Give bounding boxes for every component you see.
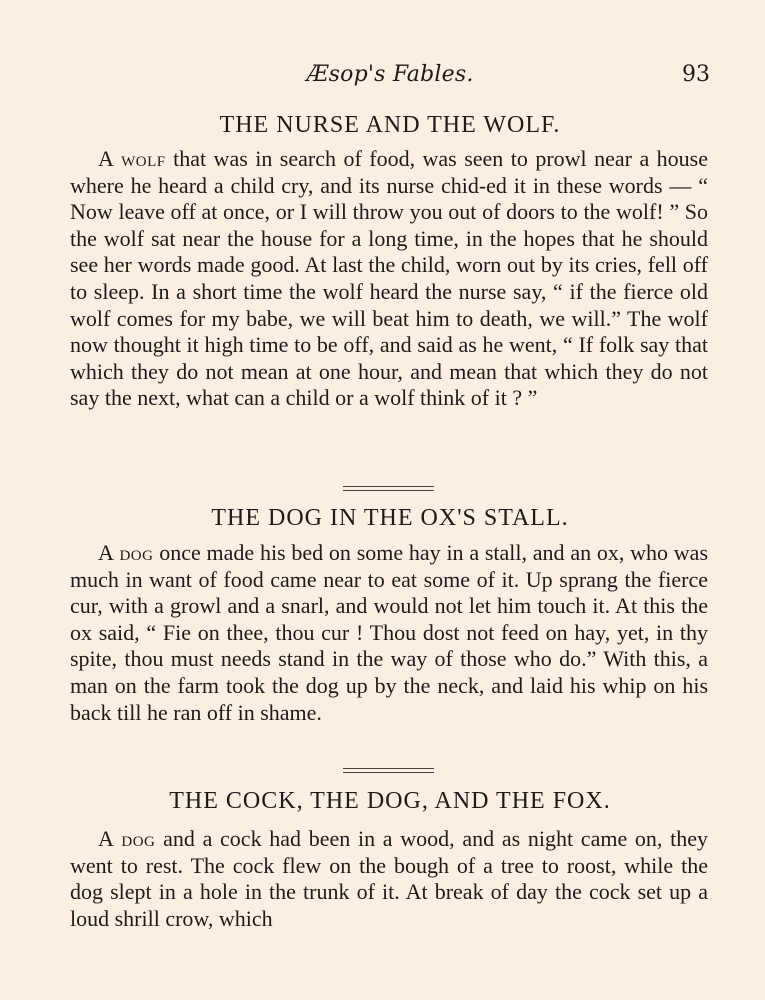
fable-title-cock-dog-fox: THE COCK, THE DOG, AND THE FOX.: [169, 788, 611, 814]
fable-title-nurse-and-wolf: THE NURSE AND THE WOLF.: [219, 112, 561, 138]
page-number: 93: [682, 62, 710, 87]
running-head: [70, 62, 710, 96]
fable-text-dog-in-ox-stall: [70, 540, 708, 726]
fable-lead-words: A wolf: [98, 146, 166, 171]
fable-text-nurse-and-wolf: [70, 146, 708, 412]
fable-body-text: and a cock had been in a wood, and as night came on, they went to rest. The cock flew on the bough of a tree to roost, while the dog slept in a hole in the trunk of it. At break of day the cock set up a loud shrill crow, which: [70, 826, 709, 931]
section-divider: [343, 486, 434, 491]
fable-lead-words: A dog: [98, 540, 154, 565]
fable-title-dog-in-ox-stall: THE DOG IN THE OX'S STALL.: [211, 505, 569, 531]
fable-body-text: once made his bed on some hay in a stall, and an ox, who was much in want of food came near to eat some of it. Up sprang the fierce cur, with a growl and a snarl, and would not let him touch it. At this the ox said, “ Fie on thee, thou cur ! Thou dost not feed on hay, yet, in thy spite, thou must needs stand in the way of those who do.” With this, a man on the farm took the dog up by the neck, and laid his whip on his back till he ran off in shame.: [70, 540, 709, 725]
fable-lead-words: A dog: [98, 826, 156, 851]
fable-text-cock-dog-fox: [70, 826, 708, 932]
book-title: Æsop's Fables.: [306, 62, 474, 87]
section-divider: [343, 768, 434, 773]
fable-body-text: that was in search of food, was seen to prowl near a house where he heard a child cry, and its nurse chid-ed it in these words — “ Now leave off at once, or I will throw you out of doors to the wolf! ” So the wolf sat near the house for a long time, in the hopes that he should see her words made good. At last the child, worn out by its cries, fell off to sleep. In a short time the wolf heard the nurse say, “ if the fierce old wolf comes for my babe, we will beat him to death, we will.” The wolf now thought it high time to be off, and said as he went, “ If folk say that which they do not mean at one hour, and mean that which they do not say the next, what can a child or a wolf think of it ? ”: [70, 146, 709, 411]
